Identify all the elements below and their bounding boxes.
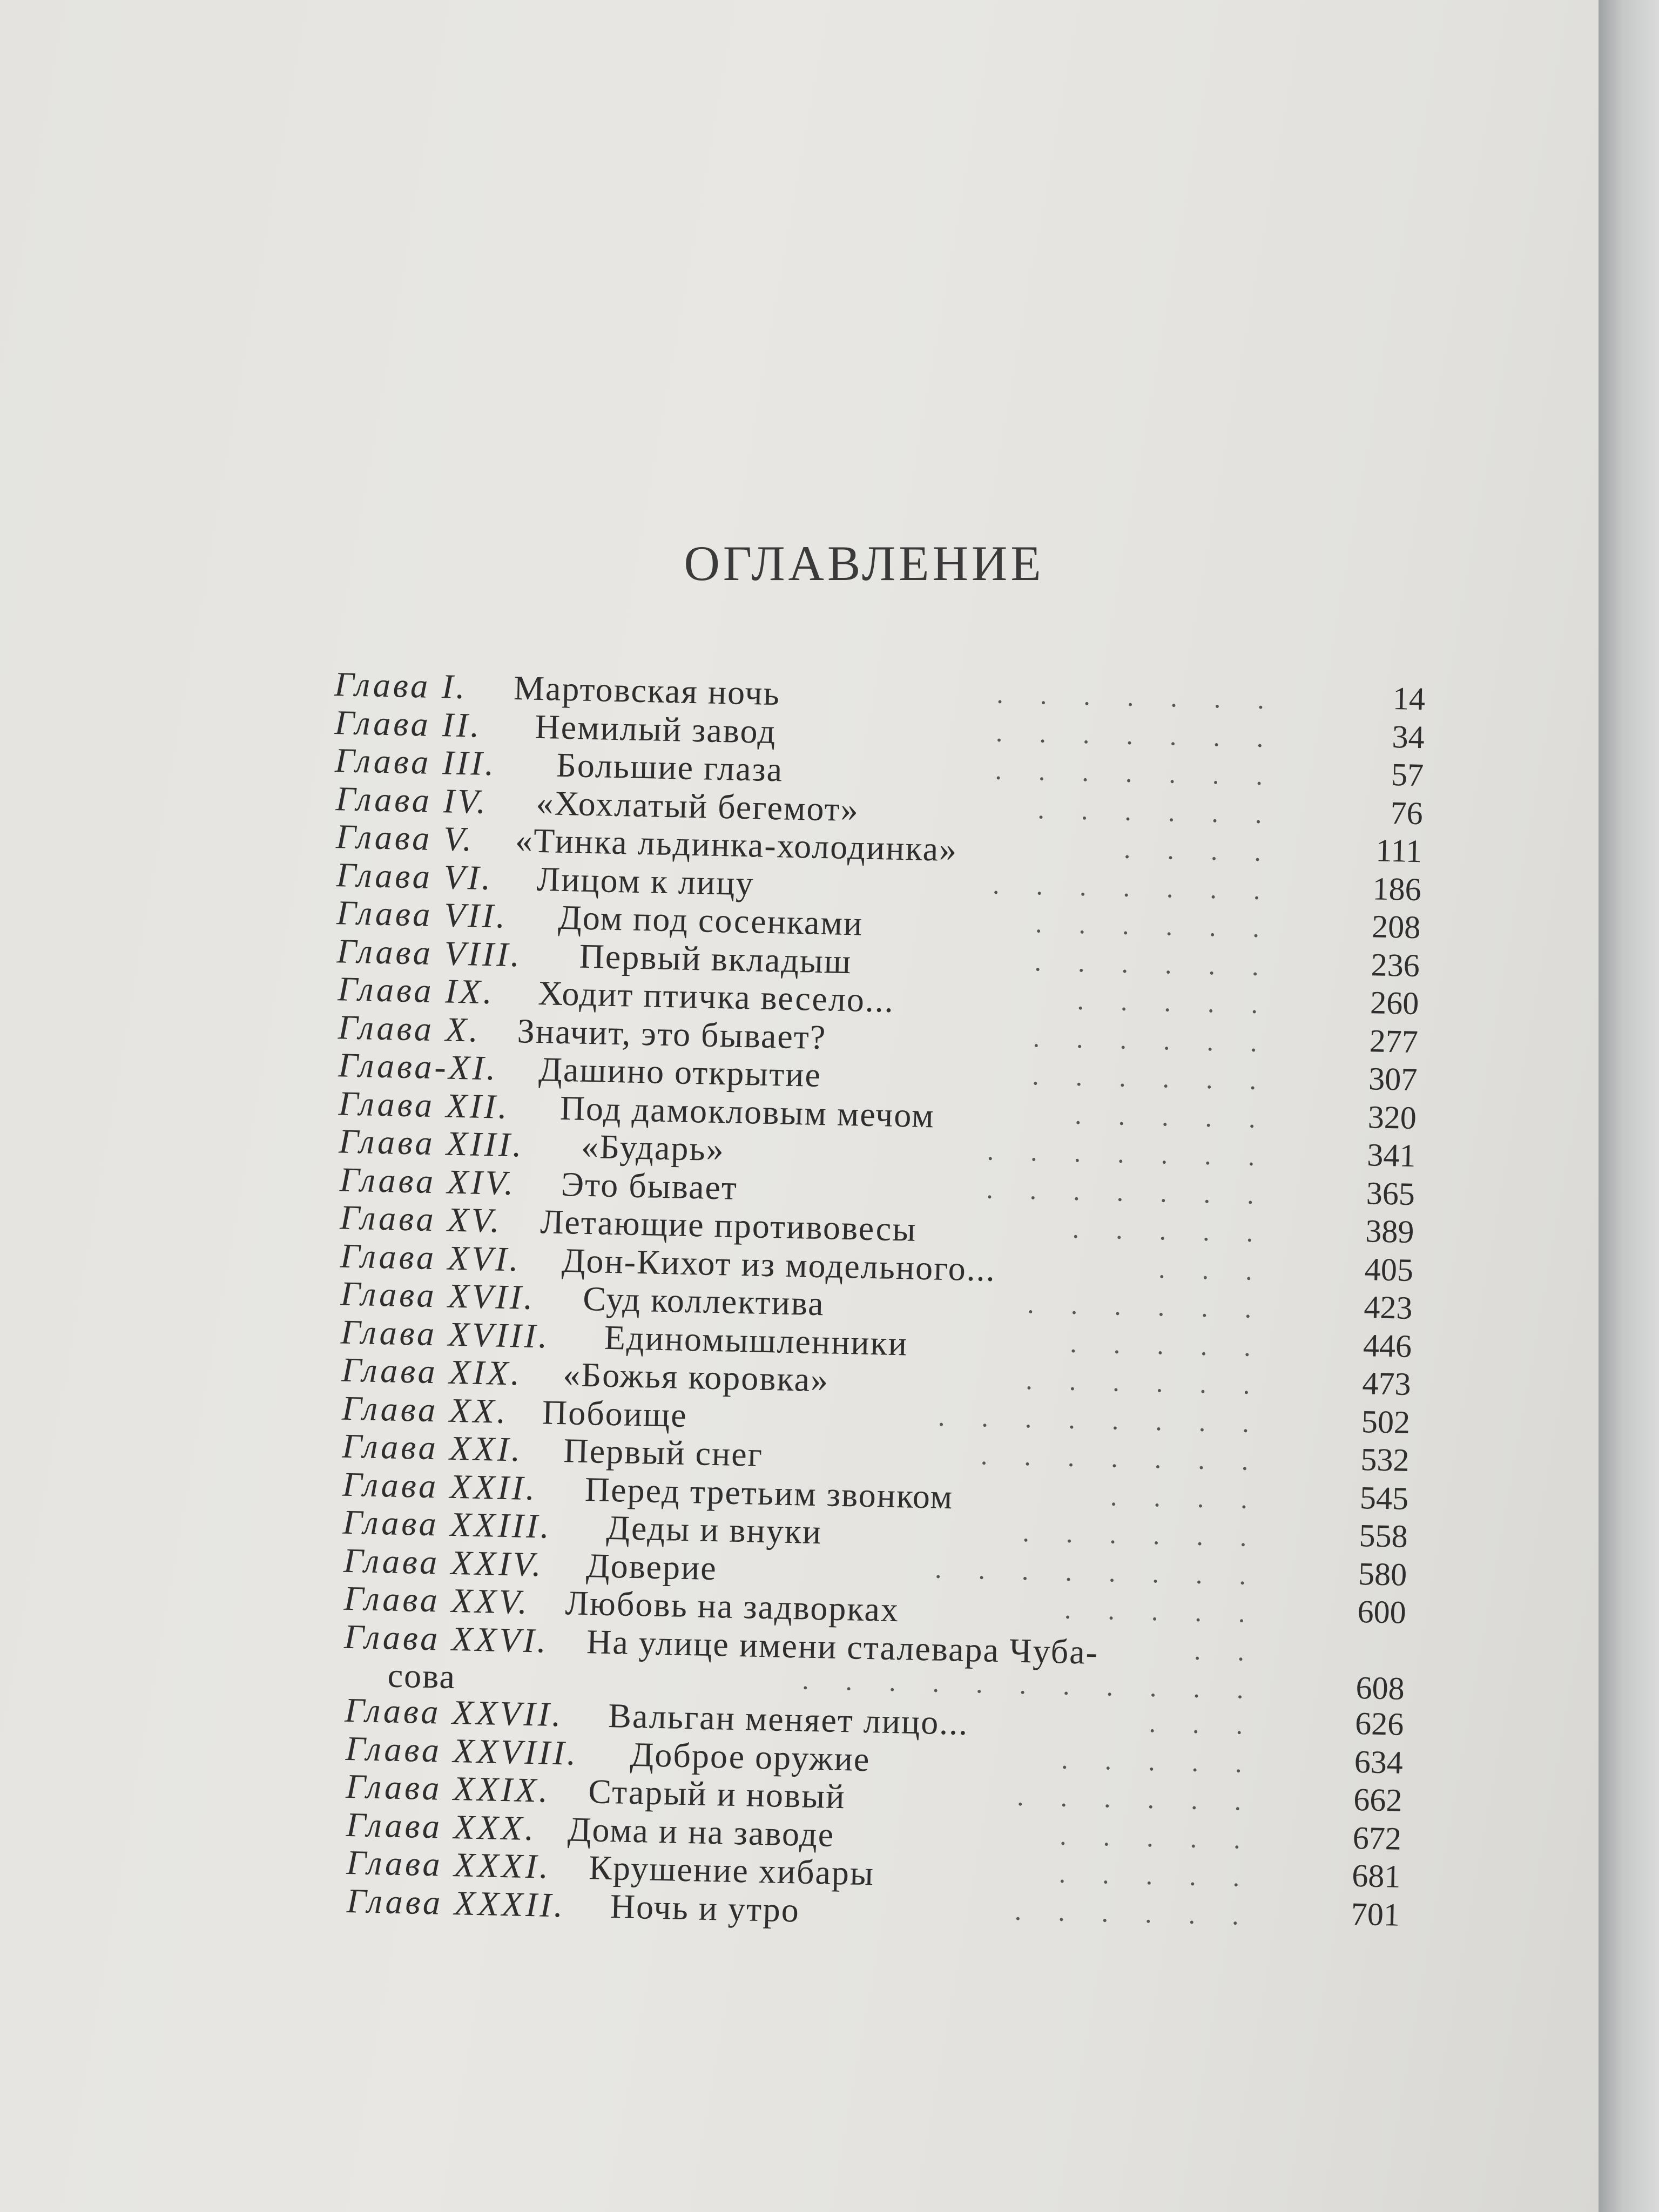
chapter-label: Глава XXXI. bbox=[346, 1843, 551, 1886]
leader-dots: ........ bbox=[934, 1553, 1283, 1591]
page-number: 558 bbox=[1358, 1518, 1408, 1554]
chapter-title: Немилый завод bbox=[534, 707, 777, 751]
chapter-label: Глава XXVII. bbox=[344, 1690, 564, 1734]
leader-dots: ...... bbox=[1035, 908, 1297, 944]
page-number: 473 bbox=[1361, 1365, 1412, 1402]
chapter-title: Мартовская ночь bbox=[513, 668, 781, 713]
chapter-title: Побоище bbox=[542, 1392, 688, 1434]
chapter-label: Глава XVII. bbox=[340, 1274, 536, 1317]
leader-dots: ...... bbox=[1031, 1060, 1293, 1096]
page-number: 341 bbox=[1366, 1137, 1417, 1174]
leader-dots: ...... bbox=[1034, 946, 1296, 982]
leader-dots: ....... bbox=[986, 1173, 1291, 1210]
leader-dots: ....... bbox=[980, 1440, 1286, 1477]
chapter-label: Глава XXX. bbox=[346, 1805, 537, 1847]
chapter-title: Дома и на заводе bbox=[567, 1810, 835, 1854]
chapter-title: Дашино открытие bbox=[538, 1050, 822, 1095]
table-of-contents bbox=[308, 664, 1425, 1941]
page-number: 608 bbox=[1355, 1670, 1405, 1707]
leader-dots: ........ bbox=[938, 1401, 1286, 1439]
chapter-title: Вальган меняет лицо... bbox=[608, 1696, 969, 1742]
page-number: 532 bbox=[1360, 1441, 1410, 1478]
leader-dots: ...... bbox=[1016, 1781, 1278, 1817]
leader-dots: ..... bbox=[1072, 1213, 1290, 1249]
chapter-title: «Божья коровка» bbox=[562, 1355, 830, 1399]
chapter-label: Глава XX. bbox=[341, 1388, 509, 1431]
chapter-title: На улице имени сталевара Чуба- bbox=[586, 1622, 1099, 1671]
leader-dots: ...... bbox=[1027, 1289, 1289, 1325]
leader-dots: ....... bbox=[992, 869, 1298, 906]
chapter-label: Глава IX. bbox=[337, 969, 495, 1011]
leader-dots: ........... bbox=[801, 1664, 1281, 1705]
chapter-label: Глава XXIX. bbox=[345, 1766, 551, 1810]
leader-dots: ..... bbox=[1074, 1099, 1293, 1134]
chapter-title: Первый снег bbox=[563, 1431, 764, 1474]
chapter-label: Глава XXIV. bbox=[343, 1541, 544, 1583]
leader-dots: ...... bbox=[1022, 1517, 1284, 1553]
chapter-label: Глава XXVI. bbox=[343, 1617, 549, 1660]
chapter-title: Ночь и утро bbox=[610, 1886, 800, 1930]
chapter-label: Глава XIV. bbox=[339, 1159, 516, 1202]
page-number: 545 bbox=[1359, 1479, 1409, 1516]
chapter-label: Глава-XI. bbox=[338, 1046, 498, 1088]
chapter-label: Глава I. bbox=[334, 664, 468, 706]
page-number: 701 bbox=[1351, 1896, 1400, 1933]
chapter-label: Глава XII. bbox=[338, 1083, 510, 1126]
leader-dots: ..... bbox=[1061, 1744, 1279, 1779]
chapter-title: Лицом к лицу bbox=[536, 859, 755, 902]
chapter-label: Глава VI. bbox=[336, 855, 494, 897]
chapter-label: Глава XIX. bbox=[341, 1350, 523, 1393]
chapter-label: Глава II. bbox=[334, 703, 483, 745]
leader-dots: ...... bbox=[1014, 1895, 1276, 1931]
page-number: 502 bbox=[1361, 1403, 1411, 1440]
chapter-label: Глава XXII. bbox=[342, 1465, 538, 1507]
chapter-label: Глава XXI. bbox=[341, 1426, 523, 1469]
chapter-title: Дом под сосенками bbox=[557, 898, 864, 943]
chapter-title: Значит, это бывает? bbox=[517, 1011, 827, 1056]
chapter-title: «Бударь» bbox=[581, 1127, 725, 1169]
leader-dots: ....... bbox=[995, 754, 1300, 792]
toc-heading: ОГЛАВЛЕНИЕ bbox=[684, 536, 1044, 591]
page-number: 681 bbox=[1351, 1857, 1401, 1894]
page-number: 277 bbox=[1369, 1022, 1419, 1060]
page-number: 626 bbox=[1354, 1705, 1405, 1742]
chapter-title: Суд коллектива bbox=[582, 1279, 825, 1323]
page-number: 186 bbox=[1372, 870, 1422, 907]
chapter-title: Любовь на задворках bbox=[564, 1583, 900, 1629]
chapter-title: Первый вкладыш bbox=[579, 936, 853, 981]
leader-dots: ..... bbox=[1058, 1858, 1277, 1893]
page-number: 320 bbox=[1367, 1098, 1417, 1136]
page-number: 662 bbox=[1353, 1781, 1403, 1818]
chapter-title: Крушение хибары bbox=[588, 1848, 875, 1893]
leader-dots: ...... bbox=[1025, 1365, 1287, 1401]
chapter-label: Глава VIII. bbox=[336, 931, 523, 974]
page-number: 14 bbox=[1392, 680, 1426, 717]
page-number: 446 bbox=[1363, 1327, 1412, 1364]
leader-dots: ....... bbox=[996, 678, 1301, 716]
chapter-label: Глава III. bbox=[334, 741, 497, 783]
page-number: 634 bbox=[1354, 1743, 1404, 1781]
page-number: 111 bbox=[1375, 832, 1422, 869]
chapter-title: Деды и внуки bbox=[605, 1508, 822, 1552]
chapter-label: Глава XXVIII. bbox=[345, 1729, 579, 1772]
chapter-title: Большие глаза bbox=[556, 745, 784, 789]
chapter-label: Глава XXXII. bbox=[346, 1881, 566, 1924]
chapter-title: Доверие bbox=[585, 1546, 718, 1587]
leader-dots: ....... bbox=[995, 717, 1301, 753]
chapter-title: Это бывает bbox=[561, 1164, 738, 1207]
chapter-title: Летающие противовесы bbox=[539, 1202, 918, 1249]
leader-dots: .... bbox=[1123, 833, 1298, 868]
page-number: 34 bbox=[1391, 718, 1425, 755]
chapter-label: Глава VII. bbox=[336, 893, 508, 935]
page-number: 236 bbox=[1371, 946, 1420, 983]
page-number: 389 bbox=[1365, 1213, 1415, 1250]
page-number: 365 bbox=[1366, 1175, 1415, 1212]
leader-dots: .. bbox=[1193, 1635, 1282, 1667]
page-number: 57 bbox=[1391, 757, 1424, 793]
chapter-label: Глава V. bbox=[335, 817, 475, 859]
leader-dots: ...... bbox=[1033, 1022, 1294, 1058]
chapter-label: Глава IV. bbox=[335, 779, 489, 821]
chapter-title: Единомышленники bbox=[604, 1318, 908, 1363]
chapter-label: Глава XIII. bbox=[338, 1122, 525, 1164]
leader-dots: ... bbox=[1149, 1708, 1280, 1741]
chapter-title: Доброе оружие bbox=[630, 1735, 871, 1778]
chapter-title: сова bbox=[387, 1656, 456, 1696]
leader-dots: .... bbox=[1110, 1480, 1285, 1515]
chapter-title: Перед третьим звонком bbox=[584, 1469, 954, 1516]
chapter-title: «Хохлатый бегемот» bbox=[535, 783, 860, 828]
chapter-label: Глава XXV. bbox=[343, 1579, 530, 1621]
leader-dots: ....... bbox=[987, 1135, 1292, 1172]
adjacent-page-edge bbox=[1599, 0, 1659, 2212]
page-number: 76 bbox=[1390, 794, 1424, 831]
page-number: 580 bbox=[1358, 1555, 1407, 1593]
page-number: 260 bbox=[1370, 984, 1419, 1022]
page-number: 307 bbox=[1368, 1061, 1418, 1098]
page-number: 405 bbox=[1364, 1251, 1414, 1288]
leader-dots: ..... bbox=[1059, 1820, 1278, 1855]
leader-dots: ... bbox=[1158, 1253, 1290, 1286]
page-number: 600 bbox=[1357, 1594, 1407, 1630]
leader-dots: ..... bbox=[1064, 1594, 1283, 1629]
chapter-label: Глава X. bbox=[338, 1007, 481, 1049]
chapter-label: Глава XV. bbox=[339, 1198, 503, 1240]
leader-dots: ..... bbox=[1077, 984, 1295, 1020]
page-number: 423 bbox=[1363, 1289, 1413, 1326]
chapter-title: Под дамокловым мечом bbox=[559, 1088, 935, 1135]
chapter-title: «Тинка льдинка-холодинка» bbox=[515, 821, 958, 869]
chapter-title: Ходит птичка весело... bbox=[537, 974, 895, 1020]
chapter-title: Старый и новый bbox=[588, 1772, 846, 1816]
chapter-label: Глава XXIII. bbox=[342, 1502, 552, 1546]
leader-dots: ...... bbox=[1037, 793, 1299, 830]
chapter-label: Глава XVI. bbox=[340, 1236, 522, 1278]
page-number: 672 bbox=[1352, 1819, 1402, 1857]
chapter-title: Дон-Кихот из модельного... bbox=[561, 1240, 996, 1289]
chapter-label: Глава XVIII. bbox=[340, 1312, 550, 1355]
page-number: 208 bbox=[1371, 908, 1421, 946]
leader-dots: ..... bbox=[1069, 1327, 1288, 1363]
